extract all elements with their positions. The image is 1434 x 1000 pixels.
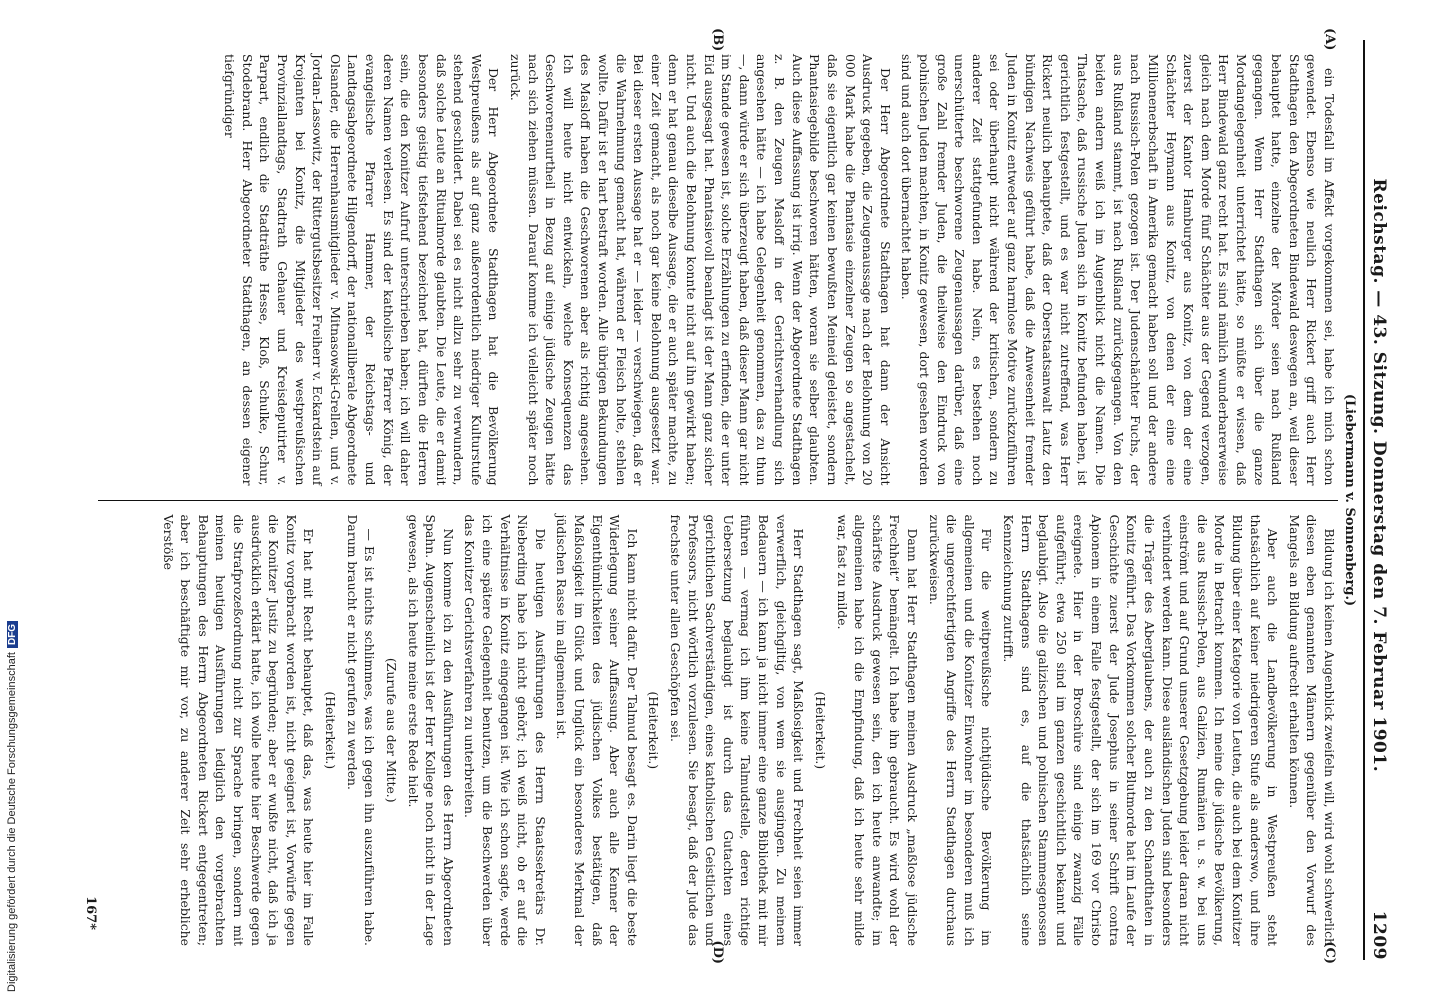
paragraph: Die heutigen Ausführungen des Herrn Staatssekretärs Dr. Nieberding habe ich nicht gehört; ich weiß nicht, ob er auf die Verhältnisse in Konitz eingegangen ist. Wie ich schon sagte, werde ich eine spätere Gelegenheit benutzen, um die Beschwerden über das Konitzer Gerichtsverfahren zu unterbreiten. — [462, 514, 548, 946]
interjection: (Heiterkeit.) — [812, 691, 828, 770]
paragraph: Für die weitpreußische nichtjüdische Bevölkerung im allgemeinen und die Konitzer Einwohner im besonderen muß ich die ungerechtfertigten Angriffe des Herrn Stadthagen durchaus zurückweisen. — [926, 514, 995, 946]
paragraph: Herr Stadthagen sagt, Maßlosigkeit und Frechheit seien immer verwerflich, gleichgiltig, von wem sie ausgingen. Zu meinem Bedauern — ich kann ja nicht immer eine ganze Bibliothek mit mir führen — vermag ich ihm keine Talmudstelle, deren richtige Uebersetzung beglaubigt ist durch das Gutachten eines gerichtlichen Sachverständigen, eines katholischen Geistlichen und Professors, nicht wörtlich vorzulesen. Sie besagt, daß der Jude das frechste unter allen Geschöpfen sei. — [668, 514, 807, 946]
paragraph: Er hat mit Recht behauptet, daß das, was heute hier im Falle Konitz vorgebracht worden ist, nicht geeignet ist, Vorwürfe gegen die Konitzer Justiz zu begründen; aber er wußte nicht, daß ich ja ausdrücklich erklärt hatte, ich wolle heute hier Beschwerde gegen die Strafprozeßordnung nicht zur Sprache bringen, sondern mit meinen heutigen Ausführungen lediglich den vorgebrachten Behauptungen des Herrn Abgeordneten Rickert entgegentreten; aber ich beschäftigte mir vor, zu anderer Zeit sehr erhebliche Verstöße — [160, 514, 317, 946]
margin-marker-c: (C) — [1322, 941, 1337, 964]
paragraph: Der Herr Abgeordnete Stadthagen hat die Bevölkerung Westpreußens als auf ganz außerordentlich niedriger Kulturstufe stehend geschildert. Dabei sei es nicht allzu sehr zu verwundern, daß solche Leute an Ritualmorde glaubten. Die Leute, die er damit besonders geistig tiefstehend bezeichnet hat, dürften die Herren sein, die den Konitzer Aufruf unterschrieben haben; ich will daher deren Namen verlesen. Es sind der katholische Pfarrer König, der evangelische Pfarrer Hammer, der Reichstags- und Landtagsabgeordnete Hilgendorff, der nationalliberale Abgeordnete Olsander, die Herrenhausmitglieder v. Mitnasowski-Grellen, und v. Jordan-Lassowitz, der Rittergutsbesitzer Freiherr v. Eckardstein auf Krojanten bei Konitz, die Mitglieder des westpreußischen Provinziallandtags, Stadtrath Gehauer und Kreisdeputirter v. Parpart, endlich die Stadträthe Hesse, Kloß, Schulke, Schur, Stodebrand. Herr Abgeordneter Stadthagen, an dessen eigener tiefgründiger — [222, 54, 502, 486]
text-columns — [98, 28, 1338, 964]
paragraph: ein Todesfall im Affekt vorgekommen sei, habe ich mich schon gewendet. Ebenso wie neulich Herr Rickert griff auch Herr Stadthagen den Abgeordneten Bindewald deswegen an, weil dieser behauptet hatte, einzelne der Mörder seien nach Rußland gegangen. Wenn Herr Stadthagen sich über die ganze Mordangelegenheit unterrichtet hätte, so müßte er wissen, daß Herr Bindewald ganz recht hat. Es sind nämlich wunderbarerweise gleich nach dem Morde fünf Schächter aus der Gegend verzogen, zuerst der Kantor Hamburger aus Konitz, von dem der eine Schächter Heymann aus Konitz, von denen der eine eine Millionenerbschaft in Amerika gemacht haben soll und der andere nach Russisch-Polen gezogen ist. Der Judenschächter Fuchs, der aus Rußland stammt, ist nach Rußland zurückgegangen. Von den beiden andern weiß ich im Augenblick nicht die Namen. Die Thatsache, daß russische Juden sich in Konitz befunden haben, ist gerichtlich festgestellt, und es war nicht zutreffend, was Herr Rickert neulich behauptete, daß der Oberstaatsanwalt Lautz den bündigen Nachweis geführt habe, daß die Anwesenheit fremder Juden in Konitz entweder auf ganz harmlose Motive zurückzuführen sei oder überhaupt nicht während der kritischen, sondern zu anderer Zeit stattgefunden habe. Nein, es bestehen noch unerschütterte beschworene Zeugenaussagen darüber, daß eine große Zahl fremder Juden, die theilweise den Eindruck von polnischen Juden machten, in Konitz gewesen, dort gesehen worden sind und auch dort übernachtet haben. — [899, 54, 1337, 486]
paragraph: Nun komme ich zu den Ausführungen des Herrn Abgeordneten Spahn. Augenscheinlich ist der Herr Kollege noch nicht in der Lage gewesen, als ich heute meine erste Rede hielt. — [405, 514, 456, 946]
header-title: Reichstag. — 43. Sitzung. Donnerstag den 7. Februar 1901. — [1369, 178, 1389, 773]
paragraph: Dann hat Herr Stadthagen meinen Ausdruck „maßlose jüdische Frechheit“ bemängelt. Ich habe ihn gebraucht. Es wird wohl der schärfste Ausdruck gewesen sein, den ich heute anwandte; im allgemeinen habe ich die Empfindung, daß ich heute sehr milde war, fast zu milde. — [834, 514, 920, 946]
interjection: (Heiterkeit.) — [323, 691, 339, 770]
margin-marker-a: (A) — [1322, 28, 1337, 51]
interjection: (Zurufe aus der Mitte.) — [383, 657, 399, 803]
paragraph: — Es ist nichts schlimmes, was ich gegen ihn auszuführen habe. Darum braucht er nicht gerufen zu werden. — [344, 514, 378, 946]
page-header — [1363, 40, 1389, 960]
column-right — [98, 500, 1338, 964]
document-page — [27, 20, 1407, 980]
column-left — [98, 28, 1338, 500]
paragraph: Ich kann nicht dafür. Der Talmud besagt es. Darin liegt die beste Widerlegung seiner Auffassung. Aber auch alle Kenner der Eigenthümlichkeiten des jüdischen Volkes bestätigen, daß Maßlosigkeit im Glück und Unglück ein besonderes Merkmal der jüdischen Rasse im allgemeinen ist. — [554, 514, 640, 946]
dfg-logo: DFG — [7, 621, 18, 648]
margin-marker-b: (B) — [710, 28, 725, 52]
credit-text: Digitalisierung gefördert durch die Deutsche Forschungsgemeinschaft — [6, 652, 18, 992]
page-number: 1209 — [1369, 910, 1389, 960]
paragraph: Bildung ich keinen Augenblick zweifeln will, wird wohl schwerlich diesen eben genannten Männern gegenüber den Vorwurf des Mangels an Bildung aufrecht erhalten können. — [1286, 514, 1337, 946]
paragraph: Aber auch die Landbevölkerung in Westpreußen steht thatsächlich auf keiner niedrigeren Stufe als anderswo, und ihre Bildung über einer Kategorie von Leuten, die auch bei dem Konitzer Morde in Betracht kommen. Ich meine die jüdische Bevölkerung, die aus Russisch-Polen, aus Galizien, Rumänien u. s. w. bei uns einströmt und auf Grund unserer Gesetzgebung leider daran nicht verhindert werden kann. Diese ausländischen Juden sind besonders die Träger des Aberglaubens, der auch zu den Schandthaten in Konitz geführt. Das Vorkommen solcher Blutmorde hat im Laufe der Geschichte zuerst der Jude Josephus in seiner Schrift contra Apionem in einem Falle festgestellt, der sich im 169 vor Christo ereignete. Hier in der Broschüre sind einige zwanzig Fälle aufgeführt; etwa 250 sind im ganzen geschichtlich bekannt und beglaubigt. Also die galizischen und polnischen Stammesgenossen Herrn Stadthagens sind es, auf die thatsächlich seine Kennzeichnung zutrifft. — [1001, 514, 1281, 946]
interjection: (Heiterkeit.) — [646, 691, 662, 770]
signature-mark: 167* — [83, 896, 98, 930]
speaker-name: (Liebermann v. Sonnenberg.) — [1342, 393, 1357, 607]
margin-marker-d: (D) — [710, 940, 725, 964]
paragraph: Der Herr Abgeordnete Stadthagen hat dann der Ansicht Ausdruck gegeben, die Zeugenaussage nach der Belohnung von 20 000 Mark habe die Phantasie einzelner Zeugen so angestachelt, daß sie eigentlich gar keinen bewußten Meineid geleistet, sondern Phantasiegebilde beschworen hätten, woran sie selber glaubten. Auch diese Auffassung ist irrig. Wenn der Abgeordnete Stadthagen z. B. den Zeugen Masloff in der Gerichtsverhandlung sich angesehen hätte — ich habe Gelegenheit genommen, das zu thun —, dann würde er sich überzeugt haben, daß dieser Mann gar nicht im Stande gewesen ist, solche Erzählungen zu erfinden, die er unter Eid ausgesagt hat. Phantasievoll beanlagt ist der Mann ganz sicher nicht. Und auch die Belohnung konnte nicht auf ihn gewirkt haben; denn er hat genau dieselbe Aussage, die er auch später machte, zu einer Zeit gemacht, als noch gar keine Belohnung ausgesetzt war. Bei dieser ersten Aussage hat er — leider — verschwiegen, daß er die Wahrnehmung gemacht hat, während er Fleisch holte, stehlen wollte. Dafür ist er hart bestraft worden. Alle übrigen Bekundungen des Masloff haben die Geschworenen aber als richtig angesehen. Ich will heute nicht entwickeln, welche Konsequenzen das Geschworenenurtheil in Bezug auf einige jüdische Zeugen hätte nach sich ziehen müssen. Darauf komme ich vielleicht später noch zurück. — [507, 54, 893, 486]
